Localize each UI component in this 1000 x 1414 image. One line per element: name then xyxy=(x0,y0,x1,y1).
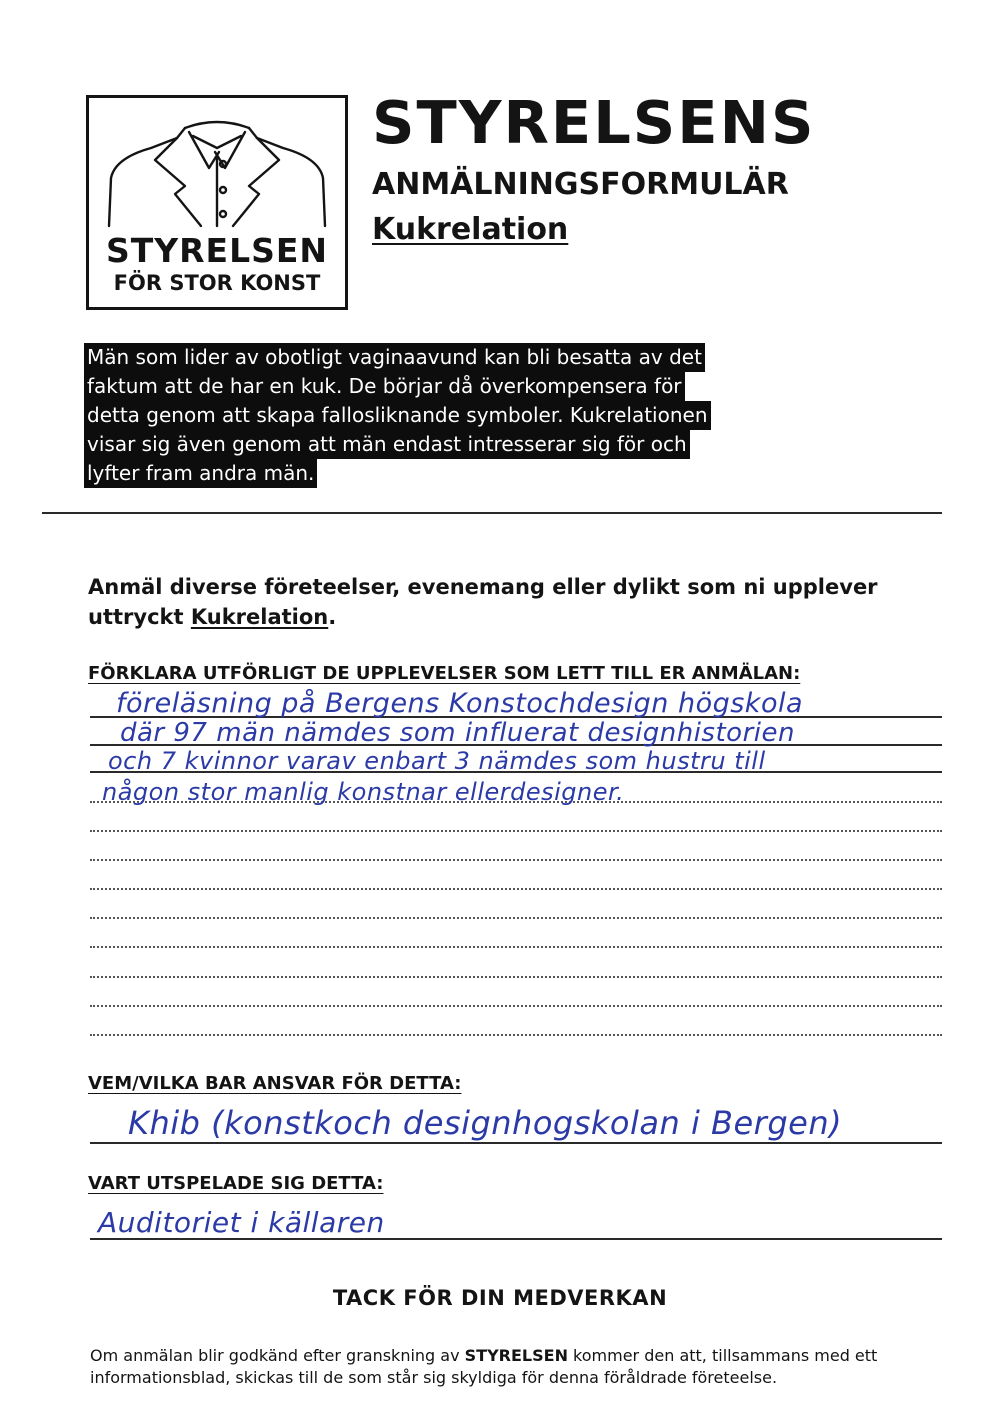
instruction-text xyxy=(88,572,908,632)
footer-bold: STYRELSEN xyxy=(464,1346,568,1365)
footer-part: Om anmälan blir godkänd efter granskning av xyxy=(90,1346,465,1365)
answer-line xyxy=(90,1005,942,1007)
logo xyxy=(86,95,348,310)
answer-line xyxy=(90,1142,942,1144)
handwritten-explanation-line: och 7 kvinnor varav enbart 3 nämdes som hustru till xyxy=(108,747,766,775)
answer-line xyxy=(90,1034,942,1036)
thanks-text: TACK FÖR DIN MEDVERKAN xyxy=(332,1286,668,1310)
responsible-label: VEM/VILKA BAR ANSVAR FÖR DETTA: xyxy=(88,1073,462,1094)
answer-line xyxy=(90,917,942,919)
answer-line xyxy=(90,830,942,832)
intro-line: Män som lider av obotligt vaginaavund kan bli besatta av det xyxy=(84,343,705,372)
handwritten-responsible: Khib (konstkoch designhogskolan i Bergen) xyxy=(128,1104,843,1142)
location-label: VART UTSPELADE SIG DETTA: xyxy=(88,1173,384,1194)
handwritten-location: Auditoriet i källaren xyxy=(98,1206,385,1239)
intro-line: visar sig även genom att män endast intresserar sig för och xyxy=(84,430,690,459)
answer-line xyxy=(90,859,942,861)
footer-note xyxy=(90,1345,910,1389)
instruction-keyword: Kukrelation xyxy=(190,605,329,629)
logo-title: STYRELSEN xyxy=(105,231,329,270)
intro-line: detta genom att skapa fallosliknande symboler. Kukrelationen xyxy=(84,401,711,430)
instruction-part: Anmäl diverse företeelser, evenemang eller dylikt som ni upplever uttryckt xyxy=(88,575,878,629)
form-category: Kukrelation xyxy=(372,212,569,247)
section-divider xyxy=(42,512,942,514)
intro-line: faktum att de har en kuk. De börjar då överkompensera för xyxy=(84,372,685,401)
footer-part: kommer den att, tillsammans med ett informationsblad, skickas till de som står sig skyldiga för denna föråldrade företeelse. xyxy=(90,1346,878,1387)
logo-subtitle: FÖR STOR KONST xyxy=(113,271,321,295)
instruction-part: . xyxy=(328,605,337,629)
answer-line xyxy=(90,946,942,948)
answer-line xyxy=(90,888,942,890)
handwritten-explanation-line: föreläsning på Bergens Konstochdesign högskola xyxy=(116,688,804,719)
intro-block xyxy=(84,343,844,488)
page-title: STYRELSENS xyxy=(372,88,816,157)
intro-line: lyfter fram andra män. xyxy=(84,459,317,488)
form-type: ANMÄLNINGSFORMULÄR xyxy=(372,167,789,202)
handwritten-explanation-line: där 97 män nämdes som influerat designhistorien xyxy=(120,718,795,748)
handwritten-explanation-line: någon stor manlig konstnar ellerdesigner. xyxy=(102,778,625,806)
answer-line xyxy=(90,976,942,978)
explain-label: FÖRKLARA UTFÖRLIGT DE UPPLEVELSER SOM LETT TILL ER ANMÄLAN: xyxy=(88,663,801,684)
